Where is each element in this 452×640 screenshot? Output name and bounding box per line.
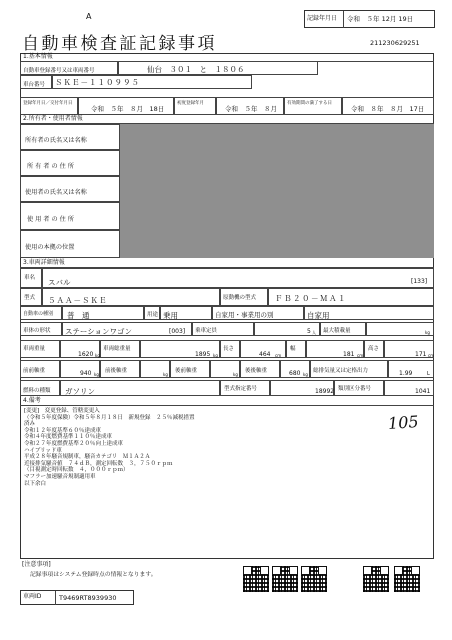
height-value-cell [384,340,434,358]
purpose-label: 自家用・事業用の別 [215,311,274,319]
kind-value-cell [62,306,144,320]
type-approval-label-cell [220,380,270,396]
width-label: 幅 [290,346,296,352]
qr-code-3 [301,566,327,592]
height-label-cell [364,340,384,358]
length-label: 長さ [223,346,235,352]
issue-date-label: 記録年月日 [307,15,338,22]
maxload-label: 最大積載量 [323,328,351,334]
qr-code-5 [394,566,420,592]
height-label: 高さ [368,346,380,352]
gross-unit: kg [213,353,218,358]
rear-label-cell [240,360,280,378]
displacement-unit: L [427,371,430,377]
expiry-label: 有効期間の満了する日 [287,101,332,106]
rear-label: 後後軸重 [245,368,268,374]
fuel-value-cell [60,380,220,396]
reg-number-value-cell [118,61,318,75]
reg-number-label: 自動車登録番号又は車両番号 [23,68,95,74]
frontmid-unit: kg [163,372,168,377]
reg-date-value: 令和 ５年 ８月 18日 [91,105,165,113]
fuel-value: ガソリン [65,387,95,396]
engine-label-cell [220,288,268,306]
height-value: 171 [415,351,427,358]
purpose-value-cell [304,306,434,320]
first-reg-label-cell [174,97,216,115]
vehicle-id-value: T9469RT8939930 [59,594,117,602]
rearfront-value-cell [210,360,240,378]
rearfront-unit: kg [233,372,238,377]
maxload-value-cell [366,322,434,336]
front-unit: kg [94,372,99,377]
kind-label-cell [20,306,62,320]
height-unit: cm [428,353,435,358]
model-value-cell [42,288,220,306]
kind-value: 普 通 [67,311,90,320]
fuel-label: 燃料の種類 [23,388,51,394]
gross-label: 車両総重量 [103,346,131,352]
body-value-cell [62,322,192,336]
user-name-label-cell [20,176,120,202]
first-reg-label: 初度登録年月 [177,101,204,106]
displacement-value-cell [388,360,434,378]
expiry-value-cell [342,97,434,115]
notes-heading: [注意事項] [22,561,51,568]
category-value: 1041 [415,388,431,395]
reg-number-label-cell [20,61,118,75]
purpose-value: 自家用 [307,311,330,320]
front-value-cell [60,360,100,378]
maxload-label-cell [320,322,366,336]
gross-label-cell [100,340,140,358]
user-addr-label-cell [20,202,120,230]
type-approval-label: 型式指定番号 [224,386,258,392]
width-label-cell [286,340,306,358]
issue-date-value: 令和 ５年 12月 19日 [347,15,414,23]
model-value: ５ＡＡ－ＳＫＥ [48,296,108,305]
chassis-label-cell [20,75,52,89]
width-value: 181 [343,351,355,358]
body-value: ステーションワゴン [65,327,133,336]
length-unit: cm [275,353,282,358]
issue-date-box [304,10,435,28]
displacement-label-cell [310,360,388,378]
rear-value-cell [280,360,310,378]
rear-value: 680 [289,370,301,377]
owner-name-label: 所有者の氏名又は名称 [25,137,87,144]
reg-date-label-cell [20,97,78,115]
maker-value-cell [42,268,434,288]
maker-label-cell [20,268,42,288]
use-value-cell [160,306,212,320]
category-label: 類別区分番号 [338,386,372,392]
section3-heading: 3.車両詳細情報 [23,259,65,266]
length-label-cell [220,340,240,358]
gross-value: 1895 [195,351,211,358]
frontmid-label-cell [100,360,140,378]
base-label-cell [20,230,120,258]
category-label-cell [334,380,384,396]
first-reg-value: 令和 ５年 ８月 [225,105,277,113]
capacity-label: 乗車定員 [195,328,218,334]
maker-label: 車名 [24,275,36,281]
user-name-label: 使用者の氏名又は名称 [25,189,87,196]
rearfront-label: 後前軸重 [175,368,198,374]
front-label-cell [20,360,60,378]
vehicle-id-label: 車両ID [23,593,42,600]
frontmid-label: 前後軸重 [105,368,128,374]
expiry-label-cell [284,97,342,115]
kind-label: 自動車の種別 [23,311,54,317]
model-label-cell [20,288,42,306]
section4-heading: 4.備考 [23,397,41,404]
width-unit: cm [357,353,364,358]
body-code: [003] [169,328,186,335]
weight-unit: kg [95,353,100,358]
use-label-cell [144,306,160,320]
owner-name-label-cell [20,124,120,150]
base-label: 使用の本拠の位置 [25,244,75,251]
front-label: 前前軸重 [23,368,46,374]
length-value-cell [240,340,286,358]
remarks-text: [変更] 変更登録、管轄変更入 （令和５年度保険）令和５年８月１８日 新規登録 ２５％減税措置 済み 令和１２年度基準６０％達成車 令和４年度燃費基準１１０％達成車 令和２７年度燃費基準２０％向上達成車 ハイブリッド車 平成２８年騒音規制車，騒音カテゴリ Ｍ１Ａ２Ａ 近接排気騒音値 ７４ｄＢ，測定回転数 ３，７５０ｒｐｍ （目視測定時回転数 ４，０００ｒｐｍ） マフラー加速騒音規制適用車 以下余白 [24,408,195,487]
first-reg-value-cell [216,97,284,115]
use-value: 乗用 [163,311,178,320]
body-label: 車体の形状 [23,328,51,334]
reg-date-label: 登録年月日／交付年月日 [23,101,73,106]
type-approval-value: 18992 [315,388,335,395]
front-value: 940 [80,370,92,377]
qr-code-4 [363,566,389,592]
model-label: 型式 [24,295,36,301]
engine-value: ＦＢ２０－ＭＡ１ [275,294,347,303]
owner-addr-label: 所 有 者 の 住 所 [27,163,74,170]
user-addr-label: 使 用 者 の 住 所 [27,216,74,223]
reg-date-value-cell [78,97,174,115]
rear-unit: kg [303,372,308,377]
displacement-value: 1.99 [399,370,413,377]
owner-addr-label-cell [20,150,120,176]
weight-label: 車両重量 [23,346,46,352]
type-approval-value-cell [270,380,334,396]
weight-label-cell [20,340,60,358]
qr-code-1 [243,566,269,592]
handwritten-number: 105 [387,411,420,434]
maker-code: [133] [411,278,428,285]
body-label-cell [20,322,62,336]
capacity-value-cell [254,322,320,336]
maker-value: スバル [48,278,71,287]
maxload-unit: kg [425,330,430,335]
notes-text: 記録事項はシステム登録時点の情報となります。 [30,572,157,578]
expiry-value: 令和 ８年 ８月 17日 [351,105,425,113]
length-value: 464 [259,351,271,358]
rearfront-label-cell [170,360,210,378]
reg-number-value: 仙台 ３０１ と １８０６ [147,65,245,74]
engine-label: 原動機の型式 [223,295,257,301]
qr-code-2 [272,566,298,592]
doc-number: 211230629251 [370,39,420,47]
gross-value-cell [140,340,220,358]
weight-value: 1620 [78,351,94,358]
category-value-cell [384,380,434,396]
capacity-label-cell [192,322,254,336]
displacement-label: 総排気量又は定格出力 [313,368,369,374]
section1-heading: 1.基本情報 [23,53,53,60]
use-label: 用途 [147,312,159,318]
chassis-value-cell [52,75,252,89]
section2-heading: 2.所有者・使用者情報 [23,115,83,122]
width-value-cell [306,340,364,358]
capacity-value: 5 [307,328,311,335]
engine-value-cell [268,288,434,306]
frontmid-value-cell [140,360,170,378]
redacted-owner-user-info [120,124,434,258]
document-title: 自動車検査証記録事項 [22,34,217,54]
vehicle-id-box [20,590,134,605]
weight-value-cell [60,340,100,358]
fuel-label-cell [20,380,60,396]
capacity-unit: 人 [312,330,316,335]
chassis-label: 車台番号 [23,82,46,88]
chassis-value: ＳＫＥ－１１０９９５ [55,78,140,87]
purpose-label-cell [212,306,304,320]
form-mark: A [86,12,92,21]
